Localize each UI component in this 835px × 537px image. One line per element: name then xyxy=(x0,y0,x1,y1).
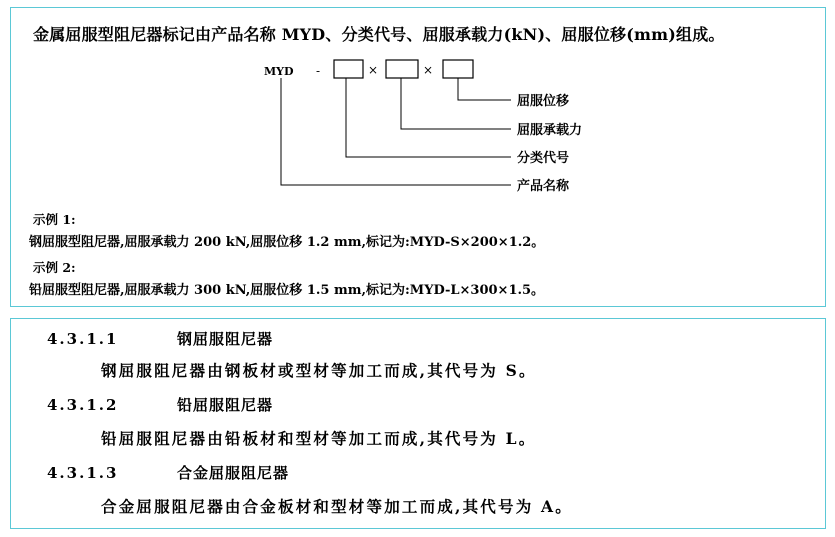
designation-diagram xyxy=(11,8,827,208)
example-2-label: 示例 2: xyxy=(33,260,76,275)
leader-product xyxy=(281,78,511,185)
example-1-label: 示例 1: xyxy=(33,212,76,227)
clause-heading xyxy=(47,462,289,483)
designation-intro: 金属屈服型阻尼器标记由产品名称 MYD、分类代号、屈服承载力(kN)、屈服位移(mm)组成。 xyxy=(33,25,725,44)
clause-title: 合金屈服阻尼器 xyxy=(177,464,290,482)
clause-number: 4.3.1.3 xyxy=(47,464,119,482)
clause-title: 钢屈服阻尼器 xyxy=(177,330,274,348)
leader-capacity xyxy=(401,78,511,129)
capacity-box xyxy=(386,60,418,78)
leader-category xyxy=(346,78,511,157)
label-product: 产品名称 xyxy=(517,179,570,194)
clause-heading xyxy=(47,328,273,349)
example-1-text: 钢屈服型阻尼器,屈服承载力 200 kN,屈服位移 1.2 mm,标记为:MYD-S×200×1.2。 xyxy=(29,235,545,250)
category-box xyxy=(334,60,363,78)
clause-number: 4.3.1.1 xyxy=(47,330,119,348)
label-category: 分类代号 xyxy=(517,151,570,166)
prefix-text: MYD xyxy=(264,65,294,78)
example-2-text: 铅屈服型阻尼器,屈服承载力 300 kN,屈服位移 1.5 mm,标记为:MYD-L×300×1.5。 xyxy=(29,283,545,298)
clause-number: 4.3.1.2 xyxy=(47,396,119,414)
leader-displacement xyxy=(458,78,511,100)
designation-panel xyxy=(10,7,826,307)
displacement-box xyxy=(443,60,473,78)
clause-heading xyxy=(47,394,273,415)
times-1: × xyxy=(368,63,379,77)
clauses-panel xyxy=(10,318,826,529)
times-2: × xyxy=(423,63,434,77)
dash-text: - xyxy=(316,64,321,78)
clause-body: 合金屈服阻尼器由合金板材和型材等加工而成,其代号为 A。 xyxy=(101,497,573,516)
label-capacity: 屈服承载力 xyxy=(517,123,583,138)
clause-body: 铅屈服阻尼器由铅板材和型材等加工而成,其代号为 L。 xyxy=(101,429,537,448)
clause-title: 铅屈服阻尼器 xyxy=(177,396,274,414)
clause-body: 钢屈服阻尼器由钢板材或型材等加工而成,其代号为 S。 xyxy=(101,361,537,380)
label-displacement: 屈服位移 xyxy=(517,94,570,109)
